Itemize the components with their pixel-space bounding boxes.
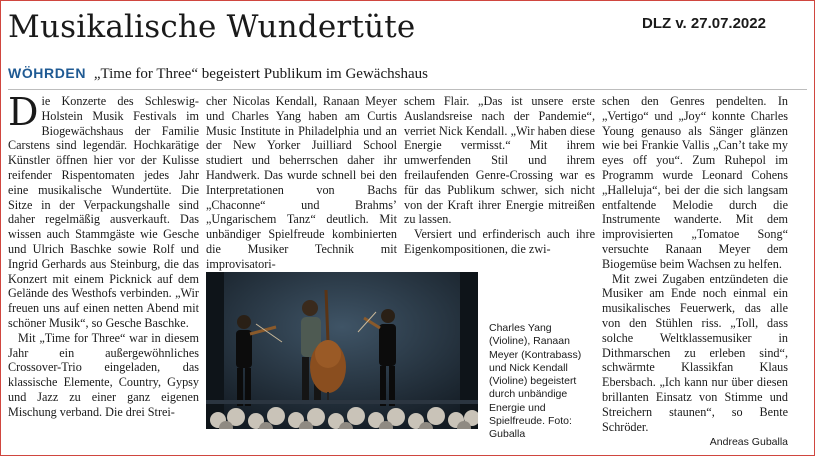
- paragraph-text: ie Konzerte des Schleswig-Holstein Musik Festivals im Biogewächshaus der Familie Carstens sind legendär. Hochkarätige Künstler öffnen hier vor der Kulisse reifender Rispentomaten jedes Jahr eine musikalische Wundertüte. Die Sitze in der Verpackungshalle sind daher regelmäßig ausverkauft. Das wissen auch Stammgäste wie Gesche und Ulrich Baschke sowie Rolf und Ingrid Gerhards aus Steinburg, die das Konzert mit einem Picknick auf dem Gelände des Westhofs verbinden. „Wir freuen uns auf einen netten Abend mit schöner Musik“, so Gesche Baschke.: [8, 94, 199, 330]
- headline: Musikalische Wundertüte: [8, 9, 416, 45]
- photo-caption: Charles Yang (Violine), Ranaan Meyer (Kontrabass) und Nick Kendall (Violine) begeistert durch unbändige Energie und Spielfreude. Foto: Guballa: [489, 322, 582, 441]
- article-column-1: [8, 90, 199, 420]
- paragraph: schen den Genres pendelten. In „Vertigo“ und „Joy“ konnte Charles Young genauso als Sänger glänzen wie bei Frankie Vallis „Can’t take my eyes off you“. Zum Ruhepol im Programm wurde Leonard Cohens „Halleluja“, bei der die sich langsam entfaltende Melodie durch die Instrumente wanderte. Mit dem improvisierten „Tomatoe Song“ versuchte Ranaan Meyer dem Biogemüse beim Wachsen zu helfen.: [602, 94, 788, 271]
- concert-photo: [206, 272, 478, 429]
- paragraph: cher Nicolas Kendall, Ranaan Meyer und Charles Yang haben am Curtis Music Institute in Philadelphia und an der New Yorker Juilliard School studiert und beherrschen daher ihr Handwerk. Das wurde schnell bei den Interpretationen von Bachs „Chaconne“ und Brahms’ „Ungarischem Tanz“ deutlich. Mit unbändiger Spielfreude kombinierten die Musiker Technik mit improvisatori-: [206, 94, 397, 271]
- subheadline-text: „Time for Three“ begeistert Publikum im Gewächshaus: [93, 66, 428, 82]
- paragraph: schem Flair. „Das ist unsere erste Auslandsreise nach der Pandemie“, verriet Nick Kendall. „Wir haben diese Energie vermisst.“ Mit ihrem umwerfenden Stil und ihrem freilaufenden Genre-Crossing war es für das Publikum schwer, sich nicht von der Kraft ihrer Energie mitreißen zu lassen.: [404, 94, 595, 227]
- date-label: DLZ v. 27.07.2022: [642, 15, 766, 32]
- paragraph: Mit zwei Zugaben entzündeten die Musiker am Ende noch einmal ein musikalisches Feuerwerk, das alle von den Stühlen riss. „Toll, dass solche Weltklassemusiker in Dithmarschen zu erleben sind“, schwärmte Klassikfan Klaus Ebersbach. „Ich kann nur über diesen brillanten Einsatz von Stimme und Streichern staunen“, so Bente Schröder.: [602, 271, 788, 434]
- article-column-3: [404, 94, 595, 257]
- author-byline: Andreas Guballa: [709, 436, 788, 449]
- paragraph: Mit „Time for Three“ war in diesem Jahr ein außergewöhnliches Crossover-Trio eingeladen, das klassische Elemente, Country, Gypsy und Jazz zu einer ganz eigenen Mischung verband. Die drei Strei-: [8, 330, 199, 419]
- dateline-place: WÖHRDEN: [8, 65, 87, 81]
- article-column-4: [602, 94, 788, 450]
- paragraph: Versiert und erfinderisch auch ihre Eigenkompositionen, die zwi-: [404, 227, 595, 256]
- divider: [8, 89, 807, 90]
- paragraph: [8, 90, 199, 331]
- subheadline: [8, 65, 428, 83]
- stage-illustration: [206, 272, 478, 429]
- article-column-2: [206, 94, 397, 272]
- drop-cap: D: [8, 90, 39, 134]
